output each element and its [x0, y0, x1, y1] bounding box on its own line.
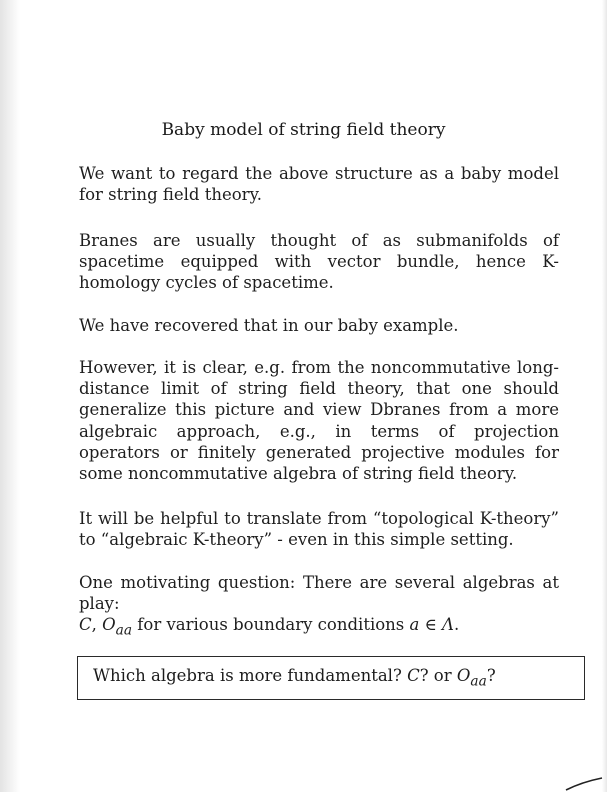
comma: ,: [91, 615, 97, 635]
callout-question: [93, 665, 496, 692]
question-mark: ?: [419, 666, 429, 685]
question-mark: ?: [486, 666, 496, 685]
paragraph-generalize: However, it is clear, e.g. from the noncommutative long-distance limit of string field theory, that one should generalize this picture and view Dbranes from a more algebraic approach, e.g., in terms of projection operators or finitely generated projective modules for some noncommutative algebra of string field theory.: [79, 358, 559, 484]
page-title: Baby model of string field theory: [161, 120, 446, 140]
scan-left-shadow: [0, 0, 20, 792]
math-subscript-aa: aa: [470, 673, 487, 690]
callout-prefix: Which algebra is more fundamental?: [93, 666, 402, 685]
math-symbol-c: C: [407, 666, 420, 685]
scan-right-shadow: [602, 0, 607, 792]
math-symbol-o: O: [456, 666, 471, 685]
period: .: [453, 615, 460, 635]
paragraph-baby-model: We want to regard the above structure as a baby model for string field theory.: [79, 164, 559, 205]
math-symbol-o: O: [102, 615, 116, 635]
question-line-2-text: for various boundary conditions: [132, 615, 410, 635]
paragraph-branes: Branes are usually thought of as submanifolds of spacetime equipped with vector bundle, hence K-homology cycles of spacetime.: [79, 231, 559, 293]
math-subscript-aa: aa: [115, 622, 133, 639]
math-a-in-lambda: a ∈ Λ: [409, 615, 454, 635]
paragraph-recovered: We have recovered that in our baby example.: [79, 316, 459, 335]
callout-box: [77, 656, 585, 700]
callout-or: or: [433, 666, 452, 685]
corner-pen-mark: [564, 770, 604, 792]
question-line-1: One motivating question: There are several algebras at play:: [79, 573, 559, 614]
paragraph-k-theory: It will be helpful to translate from “topological K-theory” to “algebraic K-theory” - even in this simple setting.: [79, 509, 559, 550]
math-symbol-c: C: [79, 615, 92, 635]
paragraph-motivating-question: [79, 572, 559, 642]
